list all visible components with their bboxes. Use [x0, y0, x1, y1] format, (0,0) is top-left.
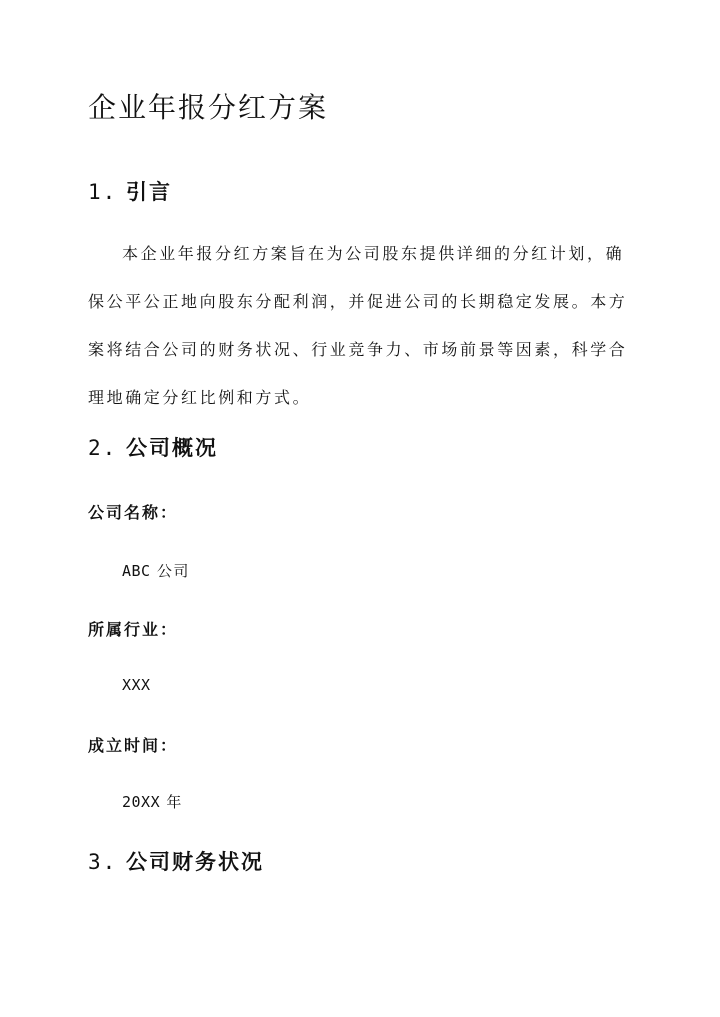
paragraph-line: 案将结合公司的财务状况、行业竞争力、市场前景等因素，科学合 — [88, 340, 628, 359]
paragraph-line: 理地确定分红比例和方式。 — [88, 388, 312, 407]
document-title: 企业年报分红方案 — [88, 91, 329, 124]
company-name-label: 公司名称： — [88, 503, 179, 522]
section-number: 2. — [88, 436, 118, 460]
founded-year: 20XX — [122, 793, 161, 811]
section-number: 3. — [88, 850, 118, 874]
company-name-latin: ABC — [122, 562, 151, 580]
founded-label: 成立时间： — [88, 736, 179, 755]
founded-value — [122, 791, 183, 812]
paragraph-line: 保公平公正地向股东分配利润，并促进公司的长期稳定发展。本方 — [88, 292, 628, 311]
section-title: 公司财务状况 — [126, 849, 264, 874]
industry-value — [122, 676, 151, 694]
section-heading-overview — [88, 432, 218, 462]
industry-value-text: XXX — [122, 676, 151, 694]
founded-suffix: 年 — [166, 793, 183, 811]
section-number: 1. — [88, 180, 118, 204]
paragraph-line: 本企业年报分红方案旨在为公司股东提供详细的分红计划，确 — [122, 244, 625, 263]
section-heading-financials — [88, 846, 264, 876]
section-title: 引言 — [126, 179, 172, 204]
company-name-suffix: 公司 — [156, 562, 190, 580]
industry-label: 所属行业： — [88, 620, 179, 639]
company-name-value — [122, 560, 190, 581]
intro-paragraph — [88, 230, 636, 422]
section-heading-intro — [88, 176, 172, 206]
section-title: 公司概况 — [126, 435, 218, 460]
